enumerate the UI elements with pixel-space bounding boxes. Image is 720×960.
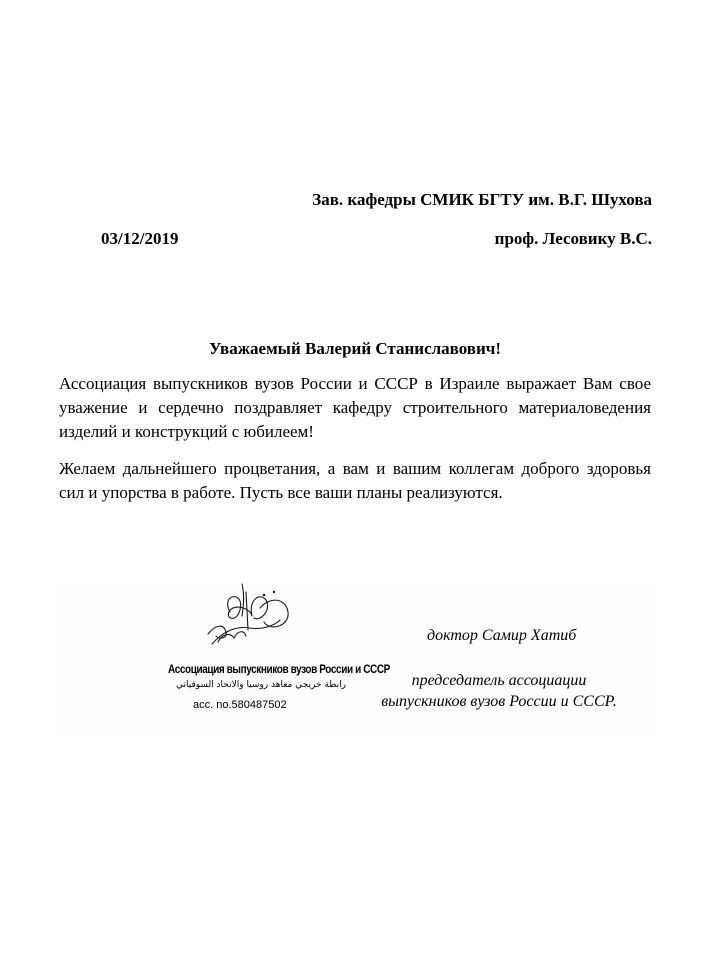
addressee-position: Зав. кафедры СМИК БГТУ им. В.Г. Шухова	[312, 190, 652, 209]
stamp-org-name-arabic: رابطة خريجي معاهد روسيا والاتحاد السوفياتي	[176, 680, 347, 690]
stamp-org-name: Ассоциация выпускников вузов России и СССР	[168, 664, 390, 677]
signatory-role-line1: председатель ассоциации	[411, 672, 587, 689]
paragraph-congratulation: Ассоциация выпускников вузов России и СССР в Израиле выражает Вам свое уважение и сердечно поздравляет кафедру строительного материаловедения изделий и конструкций с юбилеем!	[59, 374, 651, 441]
letter-date: 03/12/2019	[101, 229, 179, 248]
signatory-name: доктор Самир Хатиб	[427, 627, 577, 644]
stamp-registration-number: acc. no.580487502	[193, 699, 287, 711]
addressee-name: проф. Лесовику В.С.	[494, 229, 652, 248]
paragraph-wishes: Желаем дальнейшего процветания, а вам и вашим коллегам доброго здоровья сил и упорства в работе. Пусть все ваши планы реализуются.	[59, 459, 651, 502]
handwritten-signature-icon	[190, 582, 310, 667]
signatory-role-line2: выпускников вузов России и СССР.	[381, 693, 617, 710]
salutation: Уважаемый Валерий Станиславович!	[208, 339, 502, 358]
signature-block	[54, 586, 656, 736]
